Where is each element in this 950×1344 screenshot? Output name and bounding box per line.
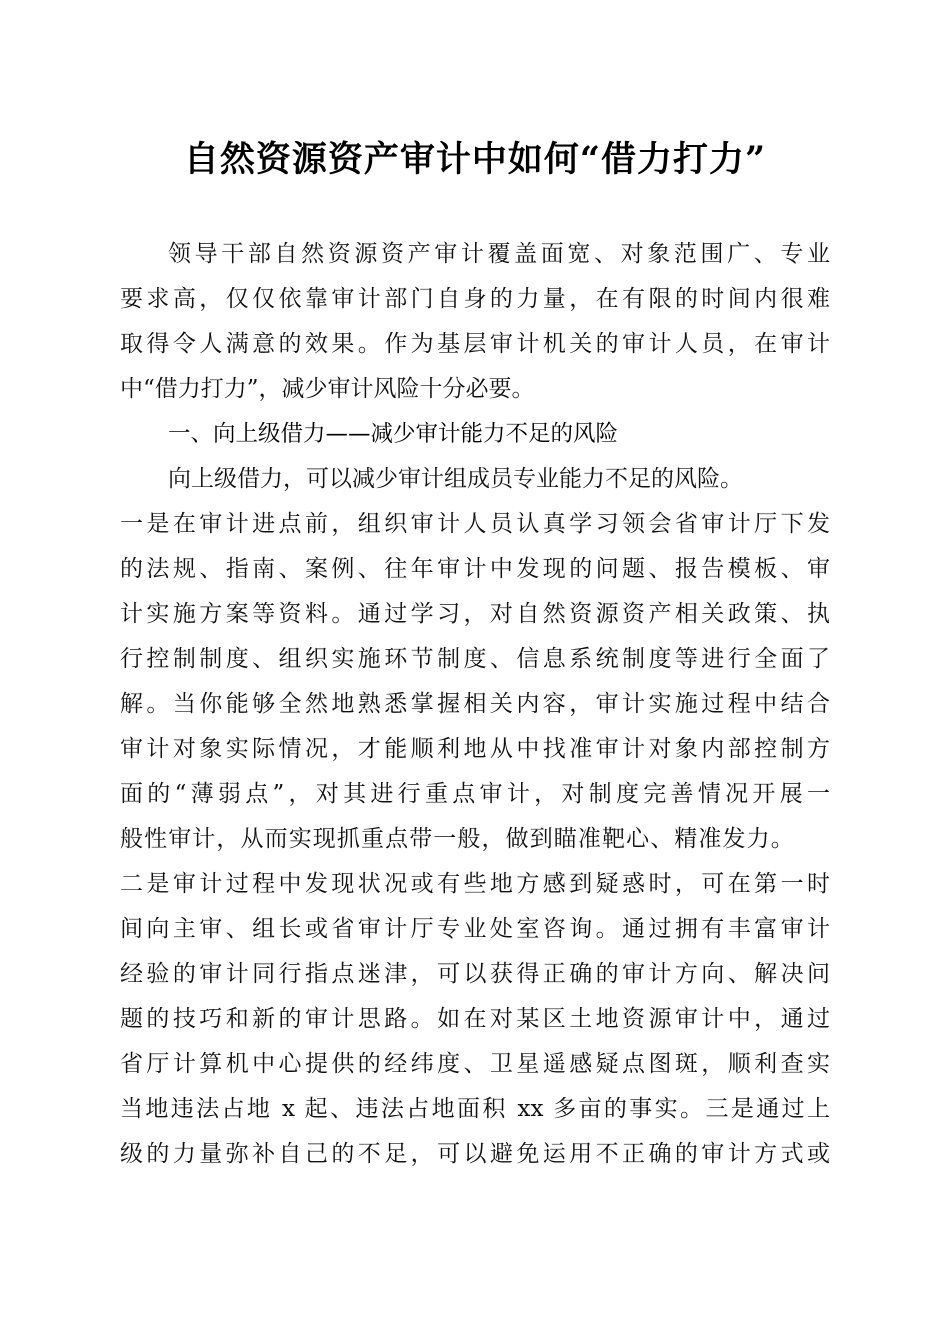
section-line: 经验的审计同行指点迷津，可以获得正确的审计方向、解决问 (120, 961, 830, 987)
section-line: 的法规、指南、案例、往年审计中发现的问题、报告模板、审 (120, 556, 830, 582)
section-line: 级的力量弥补自己的不足，可以避免运用不正确的审计方式或 (120, 1141, 830, 1167)
section-line: 般性审计，从而实现抓重点带一般，做到瞄准靶心、精准发力。 (120, 826, 795, 852)
section-line: 计实施方案等资料。通过学习，对自然资源资产相关政策、执 (120, 601, 830, 627)
section-line: 行控制制度、组织实施环节制度、信息系统制度等进行全面了 (120, 646, 830, 672)
document-body (120, 232, 830, 1177)
intro-line: 取得令人满意的效果。作为基层审计机关的审计人员，在审计 (120, 331, 830, 357)
intro-line: 要求高，仅仅依靠审计部门自身的力量，在有限的时间内很难 (120, 286, 830, 312)
section-line: 当地违法占地 x 起、违法占地面积 xx 多亩的事实。三是通过上 (120, 1096, 830, 1122)
section-heading: 一、向上级借力——减少审计能力不足的风险 (168, 421, 619, 447)
section-line: 审计对象实际情况，才能顺利地从中找准审计对象内部控制方 (120, 736, 830, 762)
section-line: 省厅计算机中心提供的经纬度、卫星遥感疑点图斑，顺利查实 (120, 1051, 830, 1077)
intro-line: 领导干部自然资源资产审计覆盖面宽、对象范围广、专业 (168, 241, 830, 267)
section-line: 二是审计过程中发现状况或有些地方感到疑惑时，可在第一时 (120, 871, 830, 897)
section-line: 间向主审、组长或省审计厅专业处室咨询。通过拥有丰富审计 (120, 916, 830, 942)
section-line: 一是在审计进点前，组织审计人员认真学习领会省审计厅下发 (120, 511, 830, 537)
section-line: 向上级借力，可以减少审计组成员专业能力不足的风险。 (168, 466, 743, 492)
section-line: 题的技巧和新的审计思路。如在对某区土地资源审计中，通过 (120, 1006, 830, 1032)
document-title: 自然资源资产审计中如何“借力打力” (183, 139, 767, 180)
intro-line: 中“借力打力”，减少审计风险十分必要。 (120, 376, 535, 402)
section-line: 解。当你能够全然地熟悉掌握相关内容，审计实施过程中结合 (120, 691, 830, 717)
section-line: 面的“薄弱点”，对其进行重点审计，对制度完善情况开展一 (120, 781, 830, 807)
